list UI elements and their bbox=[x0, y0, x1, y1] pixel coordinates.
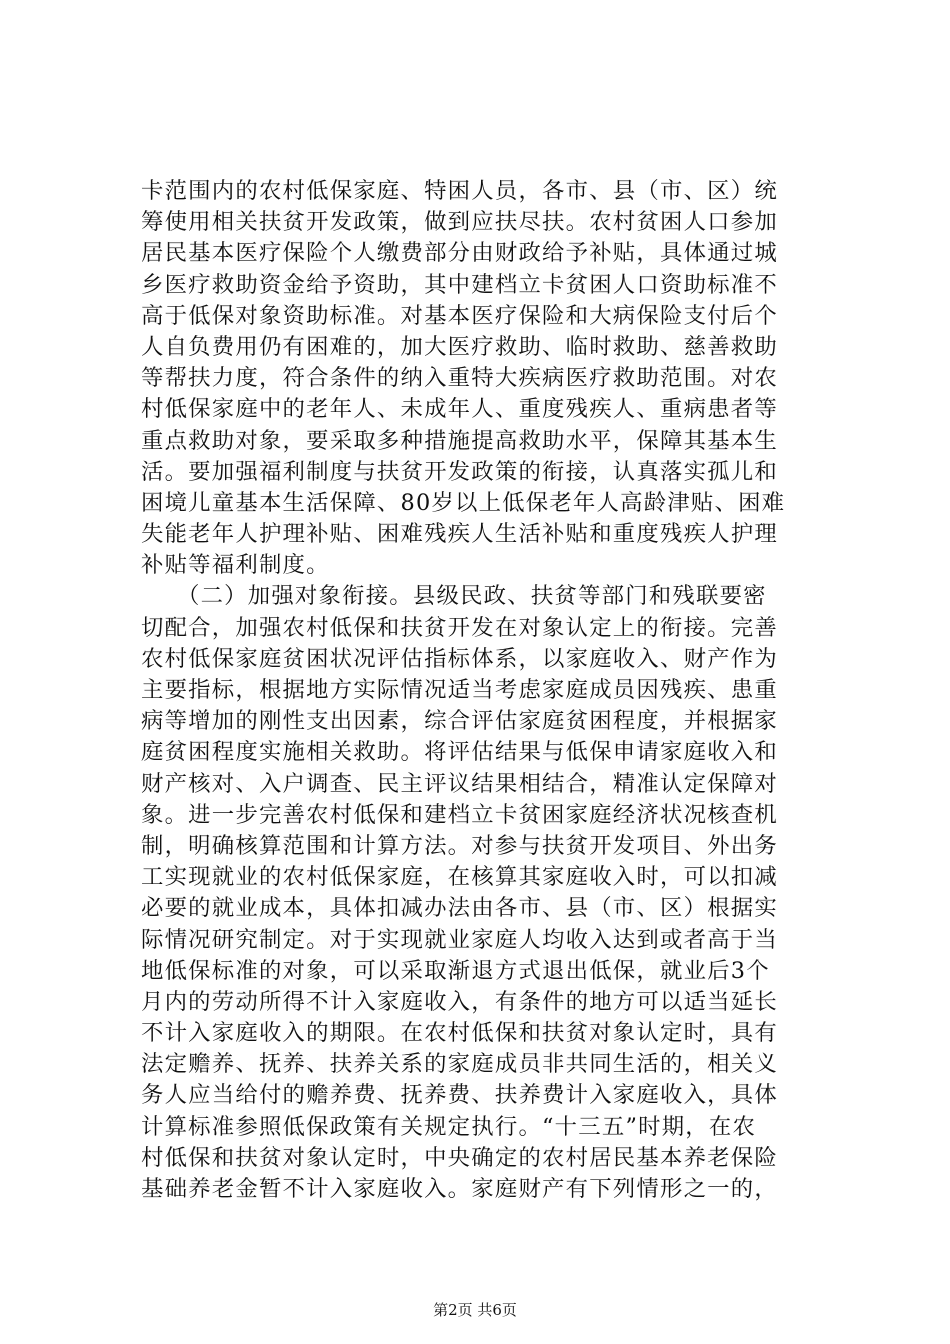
text-line: 活。要加强福利制度与扶贫开发政策的衔接，认真落实孤儿和 bbox=[141, 458, 778, 485]
text-line: 农村低保家庭贫困状况评估指标体系，以家庭收入、财产作为 bbox=[141, 645, 778, 672]
text-line: 庭贫困程度实施相关救助。将评估结果与低保申请家庭收入和 bbox=[141, 739, 778, 766]
text-line: 制，明确核算范围和计算方法。对参与扶贫开发项目、外出务 bbox=[141, 832, 778, 859]
text-line: 切配合，加强农村低保和扶贫开发在对象认定上的衔接。完善 bbox=[141, 614, 778, 641]
text-line: 主要指标，根据地方实际情况适当考虑家庭成员因残疾、患重 bbox=[141, 677, 778, 703]
text-line: 人自负费用仍有困难的，加大医疗救助、临时救助、慈善救助 bbox=[141, 333, 778, 360]
text-line: 计算标准参照低保政策有关规定执行。“十三五”时期，在农 bbox=[141, 1113, 757, 1140]
text-line: 务人应当给付的赡养费、抚养费、扶养费计入家庭收入，具体 bbox=[141, 1082, 778, 1109]
text-line: 卡范围内的农村低保家庭、特困人员，各市、县（市、区）统 bbox=[141, 178, 778, 204]
text-line: 村低保家庭中的老年人、未成年人、重度残疾人、重病患者等 bbox=[141, 396, 778, 423]
text-line: 工实现就业的农村低保家庭，在核算其家庭收入时，可以扣减 bbox=[141, 864, 778, 891]
page-footer: 第2页 共6页 bbox=[433, 1301, 517, 1319]
text-line: 乡医疗救助资金给予资助，其中建档立卡贫困人口资助标准不 bbox=[141, 271, 778, 298]
text-line: 法定赡养、抚养、扶养关系的家庭成员非共同生活的，相关义 bbox=[141, 1051, 778, 1078]
text-line: 财产核对、入户调查、民主评议结果相结合，精准认定保障对 bbox=[141, 770, 778, 797]
text-line: 补贴等福利制度。 bbox=[141, 552, 330, 579]
text-line: （二）加强对象衔接。县级民政、扶贫等部门和残联要密 bbox=[141, 583, 767, 610]
text-line: 必要的就业成本，具体扣减办法由各市、县（市、区）根据实 bbox=[141, 895, 778, 922]
text-line: 际情况研究制定。对于实现就业家庭人均收入达到或者高于当 bbox=[141, 926, 778, 953]
body-text bbox=[141, 176, 831, 1205]
text-line: 高于低保对象资助标准。对基本医疗保险和大病保险支付后个 bbox=[141, 302, 778, 329]
text-line: 居民基本医疗保险个人缴费部分由财政给予补贴，具体通过城 bbox=[141, 240, 778, 267]
text-line: 基础养老金暂不计入家庭收入。家庭财产有下列情形之一的， bbox=[141, 1176, 778, 1202]
text-line: 重点救助对象，要采取多种措施提高救助水平，保障其基本生 bbox=[141, 427, 778, 454]
text-line: 月内的劳动所得不计入家庭收入，有条件的地方可以适当延长 bbox=[141, 988, 778, 1015]
text-line: 筹使用相关扶贫开发政策，做到应扶尽扶。农村贫困人口参加 bbox=[141, 209, 778, 236]
text-line: 失能老年人护理补贴、困难残疾人生活补贴和重度残疾人护理 bbox=[141, 521, 778, 548]
text-line: 地低保标准的对象，可以采取渐退方式退出低保，就业后3个 bbox=[141, 957, 770, 984]
text-line: 象。进一步完善农村低保和建档立卡贫困家庭经济状况核查机 bbox=[141, 801, 778, 828]
text-line: 困境儿童基本生活保障、80岁以上低保老年人高龄津贴、困难 bbox=[141, 489, 786, 516]
text-line: 等帮扶力度，符合条件的纳入重特大疾病医疗救助范围。对农 bbox=[141, 365, 778, 392]
text-line: 不计入家庭收入的期限。在农村低保和扶贫对象认定时，具有 bbox=[141, 1020, 778, 1047]
text-line: 病等增加的刚性支出因素，综合评估家庭贫困程度，并根据家 bbox=[141, 708, 778, 735]
text-line: 村低保和扶贫对象认定时，中央确定的农村居民基本养老保险 bbox=[141, 1144, 778, 1171]
